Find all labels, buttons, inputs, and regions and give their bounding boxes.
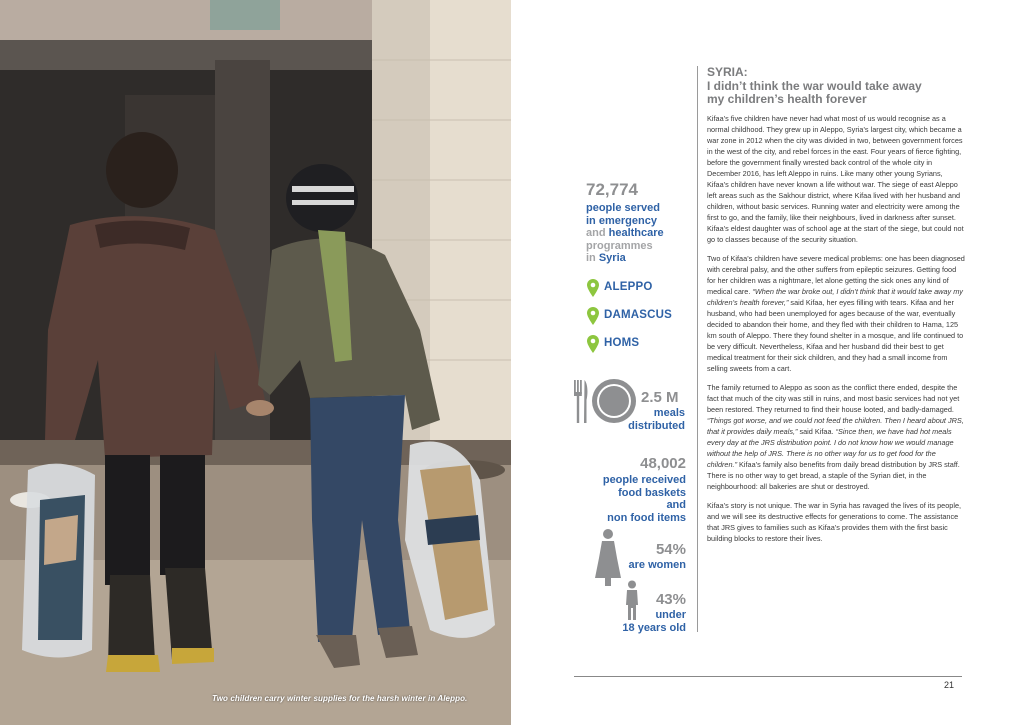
footer-rule <box>574 676 962 677</box>
p2-text-cont: said Kifaa, her eyes filling with tears. Kifaa and her husband, who had been unemployed for ages because of the war, eventually decided to abandon their home, and they fled with their children to Hama, 125 km south of Aleppo. There they found shelter in a mosque, and life continued to be very difficult. Nevertheless, Kifaa and her husband did their best to get medical treatment for their sick children, and they had a small income from selling sweets from a cart. <box>707 298 964 373</box>
food-recipients-number: 48,002 <box>640 455 686 472</box>
page-number: 21 <box>944 680 955 690</box>
paragraph-1: Kifaa’s five children have never had what most of us would recognise as a normal childhood. They grew up in Aleppo, Syria’s largest city, which became a war zone in 2012 when the city was divided in two, between government forces in the west of the city, and rebel forces in the east. Four years of fierce fighting, before the government finally wrested back control of the whole city in December 2016, has left Aleppo in ruins. Like many other young Syrians, Kifaa’s children have never known a life without war. The siege of east Aleppo left areas such as the Sakhour district, where Kifaa lived with her husband and children, without basic services. Running water and electricity were among the first to go, and the family, like their neighbours, lived in darkness after sunset. Kifaa’s eldest daughter was of school age at the start of the siege, but could not go to classes because of the security situation. <box>707 114 964 244</box>
p3-text-cont: said Kifaa. <box>797 427 836 436</box>
cover-photo <box>0 0 511 725</box>
paragraph-2 <box>707 253 965 374</box>
food-label-4: non food items <box>607 511 686 524</box>
article-body <box>707 113 965 552</box>
city-aleppo <box>587 277 687 299</box>
served-text-3: emergency <box>598 214 657 227</box>
people-served-number: 72,774 <box>586 180 638 199</box>
map-pin-icon <box>587 279 599 297</box>
meals-label-2: distributed <box>628 420 685 432</box>
title-line-1: SYRIA: <box>707 65 748 79</box>
p3-quote: “Things got worse, and we could not feed the children. Then I heard about JRS, that it provides daily meals,” <box>707 416 964 436</box>
city-homs <box>587 333 687 355</box>
people-served-text <box>586 202 686 265</box>
served-text-4: and <box>586 227 609 240</box>
meals-label <box>600 407 685 433</box>
served-text-1: people served <box>586 202 660 214</box>
city-damascus <box>587 305 687 327</box>
paragraph-4: Kifaa’s story is not unique. The war in Syria has ravaged the lives of its people, and we will see its destructive effects for generations to come. The assistance that JRS gives to families such as Kifaa’s provides them with the first basic building blocks to restore their lives. <box>707 501 962 543</box>
city-label: ALEPPO <box>604 281 653 293</box>
served-text-6: programmes <box>586 239 653 252</box>
meals-number: 2.5 M <box>641 389 679 406</box>
served-text-2: in <box>586 214 599 227</box>
served-text-5: healthcare <box>608 227 664 240</box>
women-percentage: 54% <box>655 541 686 558</box>
p2-text: Two of Kifaa’s children have severe medical problems: one has been diagnosed with cerebral palsy, and the other suffers from epileptic seizures. Getting food for her children was a nightmare, let alone getting the sick ones any kind of medical care. <box>707 254 965 296</box>
food-label-2: food baskets <box>618 486 686 499</box>
article-title <box>707 66 967 107</box>
served-text-8: Syria <box>598 252 626 265</box>
meals-label-1: meals <box>653 407 685 419</box>
photo-illustration <box>0 0 511 725</box>
under-label-2: 18 years old <box>622 622 686 634</box>
under-18-label <box>600 609 686 635</box>
map-pin-icon <box>587 307 599 325</box>
title-line-2: I didn’t think the war would take away <box>707 78 922 93</box>
food-label-3: and <box>666 499 686 512</box>
p3-text: The family returned to Aleppo as soon as the conflict there ended, despite the fact that much of the city was still in ruins, and most basic services had not yet been restored. They returned to find their house looted, and badly-damaged. <box>707 383 960 414</box>
photo-caption: Two children carry winter supplies for the harsh winter in Aleppo. <box>212 694 468 703</box>
under-label-1: under <box>655 609 686 621</box>
column-divider <box>697 66 698 632</box>
under-18-percentage: 43% <box>655 591 686 608</box>
city-label: HOMS <box>604 337 640 349</box>
p2-quote: “When the war broke out, I didn’t think that it would take away my children’s health forever,” <box>707 287 963 307</box>
food-recipients-label <box>586 474 686 524</box>
p3-text-end: Kifaa’s family also benefits from daily bread distribution by JRS staff. There is no other way to get bread, a staple of the Syrian diet, in the neighbourhood: all bakeries are shut or destroyed. <box>707 460 960 491</box>
city-label: DAMASCUS <box>604 309 673 321</box>
food-label-1: people received <box>602 474 686 486</box>
paragraph-3 <box>707 382 965 492</box>
served-text-7: in <box>586 252 599 265</box>
map-pin-icon <box>587 335 599 353</box>
women-label: are women <box>628 559 686 571</box>
woman-icon <box>593 528 623 586</box>
p3-quote-2: “Since then, we have had hot meals every day at the JRS distribution point. I do not know how we would manage without the help of JRS. There is no other way for us to get food for the children.” <box>707 427 954 469</box>
title-line-3: my children’s health forever <box>707 92 867 106</box>
